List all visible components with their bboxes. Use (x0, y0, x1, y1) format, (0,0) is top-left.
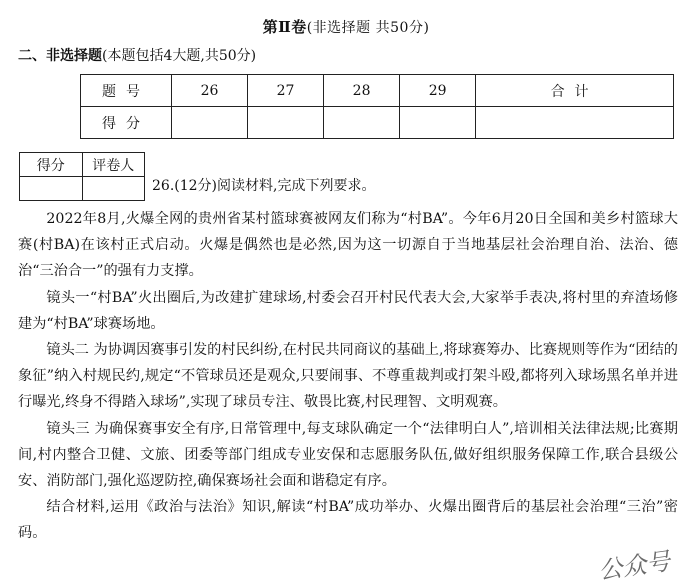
score-table-col-28: 28 (324, 75, 400, 107)
score-table-header-row (81, 75, 674, 107)
question-26 (152, 175, 375, 195)
material-paragraph-scene-2: 镜头二 为协调因赛事引发的村民纠纷,在村民共同商议的基础上,将球赛筹办、比赛规则等作为“团结的象征”纳入村规民约,规定“不管球员还是观众,只要闹事、不尊重裁判或打架斗殴,都将列入球场黑名单并进行曝光,终身不得踏入球场”,实现了球员专注、敬畏比赛,村民理智、文明观赛。 (18, 342, 678, 411)
score-cell-29 (400, 107, 476, 139)
score-table-col-29: 29 (400, 75, 476, 107)
score-table-label-question: 题号 (81, 75, 172, 107)
score-table-col-total: 合计 (476, 75, 674, 107)
grader-name-label: 评卷人 (82, 153, 145, 177)
score-cell-26 (172, 107, 248, 139)
grader-score-label: 得分 (20, 153, 83, 177)
grader-name-cell (82, 177, 145, 201)
watermark-scribble: 公众号 (596, 547, 672, 585)
score-cell-27 (248, 107, 324, 139)
score-table-label-score: 得分 (81, 107, 172, 139)
material-paragraph-scene-3: 镜头三 为确保赛事安全有序,日常管理中,每支球队确定一个“法律明白人”,培训相关法律法规;比赛期间,村内整合卫健、文旅、团委等部门组成专业安保和志愿服务队伍,做好组织服务保障工作,联合县级公安、消防部门,强化巡逻防控,确保赛场社会面和谐稳定有序。 (18, 420, 678, 490)
score-table-col-26: 26 (172, 75, 248, 107)
score-table (80, 74, 674, 139)
grader-box (19, 152, 145, 201)
question-instruction: 阅读材料,完成下列要求。 (217, 178, 376, 194)
grader-score-cell (20, 177, 83, 201)
material-paragraph-scene-1: 镜头一“村BA”火出圈后,为改建扩建球场,村委会召开村民代表大会,大家举手表决,将村里的弃渣场修建为“村BA”球赛场地。 (18, 289, 678, 332)
score-cell-total (476, 107, 674, 139)
material-paragraph-task: 结合材料,运用《政治与法治》知识,解读“村BA”成功举办、火爆出圈背后的基层社会治理“三治”密码。 (18, 499, 678, 542)
material-text (18, 206, 678, 547)
material-paragraph-intro: 2022年8月,火爆全网的贵州省某村篮球赛被网友们称为“村BA”。今年6月20日全国和美乡村篮球大赛(村BA)在该村正式启动。火爆是偶然也是必然,因为这一切源自于当地基层社会治理自治、法治、德治“三治合一”的强有力支撑。 (18, 211, 678, 280)
paper-title-main: 第Ⅱ卷 (262, 18, 307, 36)
score-cell-28 (324, 107, 400, 139)
section-heading-note: (本题包括4大题,共50分) (102, 48, 257, 64)
paper-title (0, 16, 692, 37)
score-table-score-row (81, 107, 674, 139)
section-heading-main: 二、非选择题 (18, 48, 102, 64)
question-number: 26.(12分) (152, 178, 218, 194)
section-heading (18, 45, 256, 65)
score-table-col-27: 27 (248, 75, 324, 107)
paper-title-note: (非选择题 共50分) (306, 20, 430, 36)
